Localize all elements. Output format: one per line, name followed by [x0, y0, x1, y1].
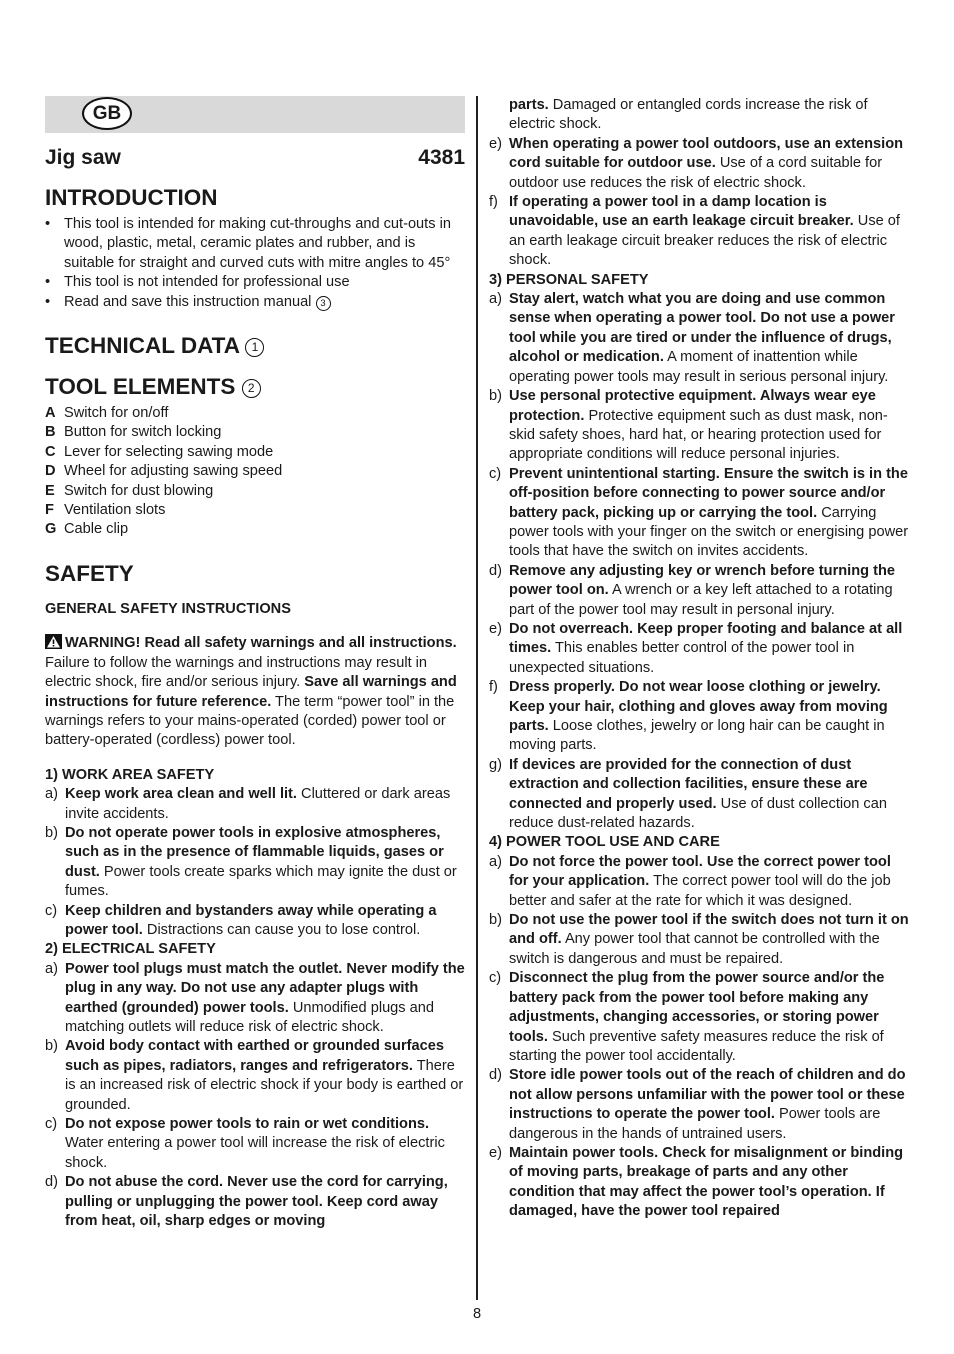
column-divider: [476, 96, 478, 1300]
model-number: 4381: [418, 146, 465, 169]
work-area-heading: 1) WORK AREA SAFETY: [45, 766, 215, 783]
intro-heading: INTRODUCTION: [45, 185, 218, 210]
safety-heading: SAFETY: [45, 560, 134, 586]
list-item: c) Keep children and bystanders away while operating a power tool. Distractions can cause you to lose control.: [45, 902, 437, 938]
tool-elements-list: [45, 404, 465, 540]
left-column: [45, 96, 465, 1231]
tech-data-heading: TECHNICAL DATA 1: [45, 332, 465, 360]
list-item: E Switch for dust blowing: [45, 482, 214, 499]
list-item: b) Do not operate power tools in explosive atmospheres, such as in the presence of flammable liquids, gases or dust. Power tools create sparks which may ignite the dust or fumes.: [45, 824, 457, 900]
list-item: • This tool is not intended for professional use: [45, 273, 465, 292]
figure-ref: 2: [242, 379, 261, 398]
language-badge: GB: [82, 97, 132, 130]
list-item: c) Disconnect the plug from the power source and/or the battery pack from the power tool before making any adjustments, changing accessories, or storing power tools. Such preventive safety measures reduce the risk of starting the power tool accidentally.: [489, 970, 885, 1064]
list-item: c) Prevent unintentional starting. Ensure the switch is in the off-position before connecting to power source and/or battery pack, picking up or carrying the tool. Carrying power tools with your finger on the switch or energising power tools that have the switch on invites accidents.: [489, 465, 909, 560]
language-bar: [45, 96, 465, 133]
list-item: a) Power tool plugs must match the outlet. Never modify the plug in any way. Do not use any adapter plugs with earthed (grounded) power tools. Unmodified plugs and matching outlets will reduce risk of electric shock.: [45, 960, 465, 1035]
tool-use-heading: 4) POWER TOOL USE AND CARE: [489, 834, 720, 851]
list-item: e) Do not overreach. Keep proper footing and balance at all times. This enables better control of the power tool in unexpected situations.: [489, 620, 903, 676]
list-item: d) Remove any adjusting key or wrench before turning the power tool on. A wrench or a key left attached to a rotating part of the power tool may result in personal injury.: [489, 562, 896, 618]
list-item: a) Do not force the power tool. Use the correct power tool for your application. The correct power tool will do the job better and safer at the rate for which it was designed.: [489, 853, 891, 909]
list-item: a) Keep work area clean and well lit. Cluttered or dark areas invite accidents.: [45, 786, 451, 822]
list-item: d) Do not abuse the cord. Never use the cord for carrying, pulling or unplugging the power tool. Keep cord away from heat, oil, sharp edges or moving: [45, 1174, 448, 1230]
list-item-continued: parts. Damaged or entangled cords increase the risk of electric shock.: [509, 97, 868, 133]
list-item: c) Do not expose power tools to rain or wet conditions. Water entering a power tool will increase the risk of electric shock.: [45, 1116, 445, 1171]
list-item: b) Use personal protective equipment. Always wear eye protection. Protective equipment such as dust mask, non-skid safety shoes, hard hat, or hearing protection used for appropriate conditions will reduce personal injuries.: [489, 388, 888, 463]
list-item: F Ventilation slots: [45, 502, 166, 519]
electrical-heading: 2) ELECTRICAL SAFETY: [45, 941, 216, 958]
list-item: C Lever for selecting sawing mode: [45, 443, 274, 460]
tool-elements-heading: TOOL ELEMENTS 2: [45, 373, 465, 401]
title-row: [45, 146, 465, 170]
list-item: f) Dress properly. Do not wear loose clothing or jewelry. Keep your hair, clothing and gloves away from moving parts. Loose clothes, jewelry or long hair can be caught in moving parts.: [489, 679, 888, 754]
page-number: 8: [472, 1306, 482, 1322]
warning-paragraph: WARNING! Read all safety warnings and all instructions. Failure to follow the warnings and instructions may result in electric shock, fire and/or serious injury. Save all warnings and instructions for future reference. The term “power tool” in the warnings refers to your mains-operated (corded) power tool or battery-operated (cordless) power tool.: [45, 635, 457, 749]
product-title: Jig saw: [45, 146, 121, 169]
list-item: b) Avoid body contact with earthed or grounded surfaces such as pipes, radiators, ranges and refrigerators. There is an increased risk of electric shock if your body is earthed or grounded.: [45, 1038, 464, 1113]
list-item: e) When operating a power tool outdoors, use an extension cord suitable for outdoor use. Use of a cord suitable for outdoor use reduces the risk of electric shock.: [489, 135, 904, 191]
warning-icon: [45, 634, 62, 649]
figure-ref: 1: [245, 338, 264, 357]
list-item: d) Store idle power tools out of the reach of children and do not allow persons unfamiliar with the power tool or these instructions to operate the power tool. Power tools are dangerous in the hands of untrained users.: [489, 1067, 906, 1142]
list-item: f) If operating a power tool in a damp location is unavoidable, use an earth leakage circuit breaker. Use of an earth leakage circuit breaker reduces the risk of electric shock.: [489, 194, 900, 269]
general-safety-heading: GENERAL SAFETY INSTRUCTIONS: [45, 600, 291, 617]
list-item: • This tool is intended for making cut-throughs and cut-outs in wood, plastic, metal, ceramic plates and rubber, and is suitable for straight and curved cuts with mitre angles to 45°: [45, 215, 465, 273]
list-item: a) Stay alert, watch what you are doing and use common sense when operating a power tool. Do not use a power tool while you are tired or under the influence of drugs, alcohol or medication. A moment of inattention while operating power tools may result in serious personal injury.: [489, 291, 895, 385]
intro-list: [45, 215, 465, 312]
list-item: • Read and save this instruction manual 3: [45, 293, 465, 312]
list-item: G Cable clip: [45, 521, 129, 538]
list-item: b) Do not use the power tool if the switch does not turn it on and off. Any power tool that cannot be controlled with the switch is dangerous and must be repaired.: [489, 912, 909, 967]
list-item: e) Maintain power tools. Check for misalignment or binding of moving parts, breakage of parts and any other condition that may affect the power tool’s operation. If damaged, have the power tool repaired: [489, 1144, 904, 1220]
right-column: [489, 96, 911, 1222]
personal-safety-heading: 3) PERSONAL SAFETY: [489, 271, 649, 288]
list-item: B Button for switch locking: [45, 424, 222, 441]
list-item: g) If devices are provided for the connection of dust extraction and collection facilities, ensure these are connected and properly used. Use of dust collection can reduce dust-related hazards.: [489, 756, 887, 832]
figure-ref: 3: [316, 296, 331, 311]
list-item: A Switch for on/off: [45, 405, 169, 422]
list-item: D Wheel for adjusting sawing speed: [45, 463, 283, 480]
